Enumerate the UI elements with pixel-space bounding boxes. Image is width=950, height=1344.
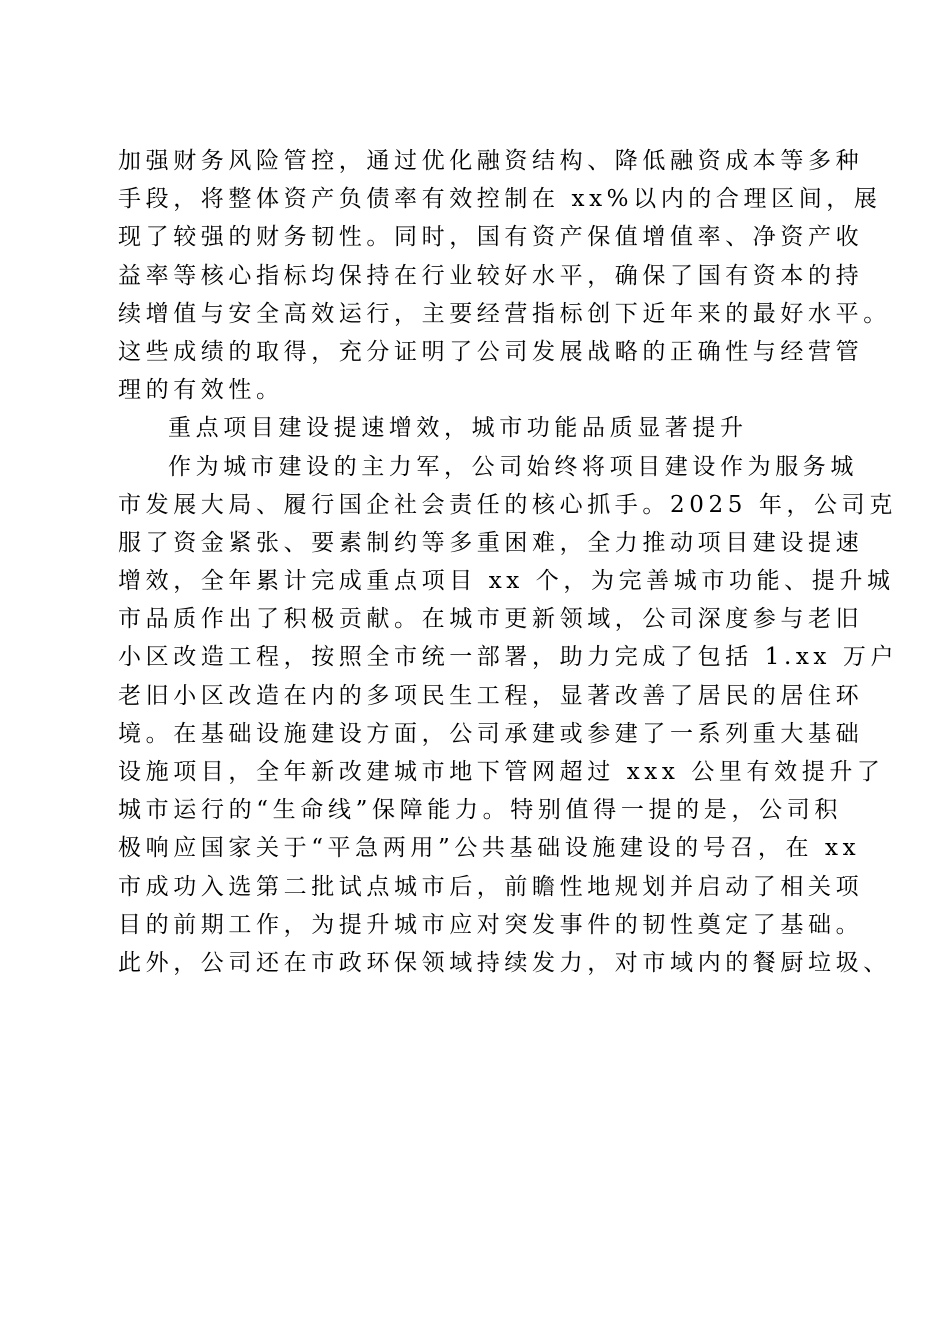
text-line: 加强财务风险管控，通过优化融资结构、降低融资成本等多种 <box>118 148 864 174</box>
text-line: 市发展大局、履行国企社会责任的核心抓手。2025 年，公司克 <box>118 491 897 518</box>
paragraph-project-construction <box>118 448 899 983</box>
document-page <box>118 142 899 982</box>
text-line: 作为城市建设的主力军，公司始终将项目建设作为服务城 <box>168 453 858 480</box>
text-line: 理的有效性。 <box>118 377 284 404</box>
text-line: 城市运行的“生命线”保障能力。特别值得一提的是，公司积 <box>118 797 842 824</box>
section-heading <box>118 409 842 447</box>
text-line: 手段，将整体资产负债率有效控制在 xx%以内的合理区间，展 <box>118 186 882 213</box>
text-line: 境。在基础设施建设方面，公司承建或参建了一系列重大基础 <box>118 720 864 747</box>
text-line: 服了资金紧张、要素制约等多重困难，全力推动项目建设提速 <box>118 529 864 556</box>
text-line: 小区改造工程，按照全市统一部署，助力完成了包括 1.xx 万户 <box>118 644 899 671</box>
text-line: 目的前期工作，为提升城市应对突发事件的韧性奠定了基础。 <box>118 911 864 938</box>
paragraph-financial-summary <box>118 142 891 409</box>
section-heading-text: 重点项目建设提速增效，城市功能品质显著提升 <box>168 415 748 442</box>
text-line: 市品质作出了积极贡献。在城市更新领域，公司深度参与老旧 <box>118 606 864 633</box>
text-line: 增效，全年累计完成重点项目 xx 个，为完善城市功能、提升城 <box>118 568 895 595</box>
text-line: 设施项目，全年新改建城市地下管网超过 xxx 公里有效提升了 <box>118 759 885 785</box>
text-line: 这些成绩的取得，充分证明了公司发展战略的正确性与经营管 <box>118 338 864 365</box>
text-line: 老旧小区改造在内的多项民生工程，显著改善了居民的居住环 <box>118 682 864 709</box>
text-line: 续增值与安全高效运行，主要经营指标创下近年来的最好水平。 <box>118 300 891 327</box>
text-line: 此外，公司还在市政环保领域持续发力，对市域内的餐厨垃圾、 <box>118 949 891 976</box>
text-line: 极响应国家关于“平急两用”公共基础设施建设的号召，在 xx <box>118 835 861 862</box>
text-line: 市成功入选第二批试点城市后，前瞻性地规划并启动了相关项 <box>118 873 864 900</box>
text-line: 益率等核心指标均保持在行业较好水平，确保了国有资本的持 <box>118 262 864 289</box>
text-line: 现了较强的财务韧性。同时，国有资产保值增值率、净资产收 <box>118 224 864 251</box>
